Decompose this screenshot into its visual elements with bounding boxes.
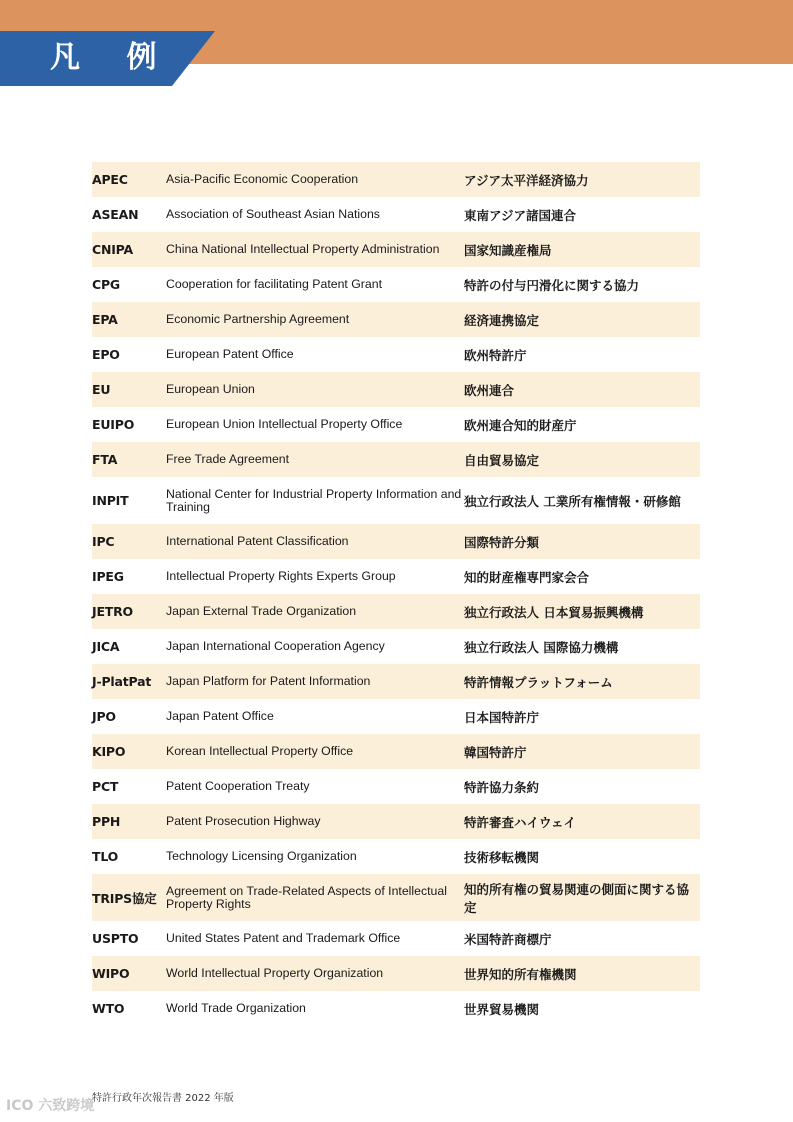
table-row	[92, 267, 700, 302]
table-row	[92, 804, 700, 839]
table-row	[92, 956, 700, 991]
table-row	[92, 991, 700, 1026]
table-row	[92, 594, 700, 629]
japanese-cell: 特許審査ハイウェイ	[464, 814, 577, 830]
abbr-cell: WIPO	[92, 966, 130, 981]
abbr-cell: USPTO	[92, 931, 139, 946]
english-cell: China National Intellectual Property Administration	[166, 242, 440, 256]
japanese-cell: 東南アジア諸国連合	[464, 207, 577, 223]
abbr-cell: TRIPS協定	[92, 890, 157, 906]
abbr-cell: EPA	[92, 312, 118, 327]
table-row	[92, 524, 700, 559]
japanese-cell: 独立行政法人 工業所有権情報・研修館	[464, 493, 681, 509]
abbr-cell: JETRO	[92, 604, 133, 619]
table-row	[92, 442, 700, 477]
japanese-cell: 世界知的所有権機関	[464, 966, 577, 982]
japanese-cell: 知的財産権専門家会合	[464, 569, 590, 585]
table-row	[92, 407, 700, 442]
abbr-cell: EUIPO	[92, 417, 135, 432]
japanese-cell: 特許協力条約	[464, 779, 540, 795]
abbr-cell: KIPO	[92, 744, 126, 759]
page-title: 凡 例	[50, 40, 175, 75]
table-row	[92, 559, 700, 594]
table-row	[92, 162, 700, 197]
english-cell: Patent Cooperation Treaty	[166, 779, 310, 793]
english-cell: Patent Prosecution Highway	[166, 814, 321, 828]
table-row	[92, 874, 700, 921]
english-cell: Association of Southeast Asian Nations	[166, 207, 380, 221]
english-cell: World Trade Organization	[166, 1001, 306, 1015]
japanese-cell: 国家知識産権局	[464, 242, 552, 258]
english-cell: Korean Intellectual Property Office	[166, 744, 354, 758]
japanese-cell: 韓国特許庁	[464, 744, 527, 760]
table-row	[92, 699, 700, 734]
english-cell: International Patent Classification	[166, 534, 349, 548]
english-cell: European Patent Office	[166, 347, 294, 361]
abbr-cell: CNIPA	[92, 242, 133, 257]
abbr-cell: PCT	[92, 779, 119, 794]
abbr-cell: EPO	[92, 347, 120, 362]
japanese-cell: 技術移転機関	[464, 849, 540, 865]
abbreviation-table	[92, 162, 700, 1026]
english-cell: Japan Platform for Patent Information	[166, 674, 371, 688]
abbr-cell: INPIT	[92, 493, 129, 508]
table-row	[92, 921, 700, 956]
abbr-cell: FTA	[92, 452, 118, 467]
japanese-cell: 欧州連合知的財産庁	[464, 417, 577, 433]
english-cell: Intellectual Property Rights Experts Group	[166, 569, 396, 583]
watermark: ICO 六致跨境	[6, 1098, 95, 1114]
english-cell: Cooperation for facilitating Patent Grant	[166, 277, 383, 291]
abbr-cell: IPC	[92, 534, 115, 549]
abbr-cell: WTO	[92, 1001, 125, 1016]
table-row	[92, 769, 700, 804]
english-cell: Japan Patent Office	[166, 709, 274, 723]
japanese-cell: 米国特許商標庁	[464, 931, 552, 947]
abbr-cell: CPG	[92, 277, 120, 292]
table-row	[92, 629, 700, 664]
japanese-cell: 日本国特許庁	[464, 709, 540, 725]
japanese-cell: 独立行政法人 国際協力機構	[464, 639, 619, 655]
english-cell: United States Patent and Trademark Office	[166, 931, 401, 945]
table-row	[92, 664, 700, 699]
abbr-cell: EU	[92, 382, 111, 397]
abbr-cell: ASEAN	[92, 207, 139, 222]
abbr-cell: PPH	[92, 814, 121, 829]
japanese-cell: アジア太平洋経済協力	[464, 172, 589, 188]
english-cell: Technology Licensing Organization	[166, 849, 357, 863]
english-cell: Economic Partnership Agreement	[166, 312, 350, 326]
table-row	[92, 734, 700, 769]
english-cell: National Center for Industrial Property Information and Training	[166, 486, 462, 514]
japanese-cell: 国際特許分類	[464, 534, 540, 550]
abbr-cell: J-PlatPat	[92, 674, 152, 689]
abbr-cell: JPO	[92, 709, 116, 724]
table-row	[92, 372, 700, 407]
table-row	[92, 232, 700, 267]
table-row	[92, 839, 700, 874]
english-cell: European Union Intellectual Property Office	[166, 417, 403, 431]
japanese-cell: 特許の付与円滑化に関する協力	[464, 277, 640, 293]
footer-caption: 特許行政年次報告書 2022 年版	[92, 1093, 234, 1104]
japanese-cell: 欧州連合	[464, 382, 515, 398]
english-cell: Japan External Trade Organization	[166, 604, 357, 618]
abbr-cell: IPEG	[92, 569, 124, 584]
abbr-cell: TLO	[92, 849, 119, 864]
japanese-cell: 欧州特許庁	[464, 347, 527, 363]
japanese-cell: 独立行政法人 日本貿易振興機構	[464, 604, 644, 620]
japanese-cell: 世界貿易機関	[464, 1001, 540, 1017]
table-row	[92, 197, 700, 232]
english-cell: European Union	[166, 382, 255, 396]
english-cell: Agreement on Trade-Related Aspects of Intellectual Property Rights	[166, 883, 447, 911]
english-cell: Free Trade Agreement	[166, 452, 290, 466]
english-cell: World Intellectual Property Organization	[166, 966, 384, 980]
english-cell: Asia-Pacific Economic Cooperation	[166, 172, 359, 186]
japanese-cell: 自由貿易協定	[464, 452, 540, 468]
japanese-cell: 知的所有権の貿易関連の側面に関する協定	[464, 881, 690, 915]
japanese-cell: 経済連携協定	[464, 312, 540, 328]
abbr-cell: JICA	[92, 639, 120, 654]
english-cell: Japan International Cooperation Agency	[166, 639, 385, 653]
abbr-cell: APEC	[92, 172, 128, 187]
table-row	[92, 302, 700, 337]
table-row	[92, 477, 700, 524]
japanese-cell: 特許情報プラットフォーム	[464, 674, 613, 690]
table-row	[92, 337, 700, 372]
